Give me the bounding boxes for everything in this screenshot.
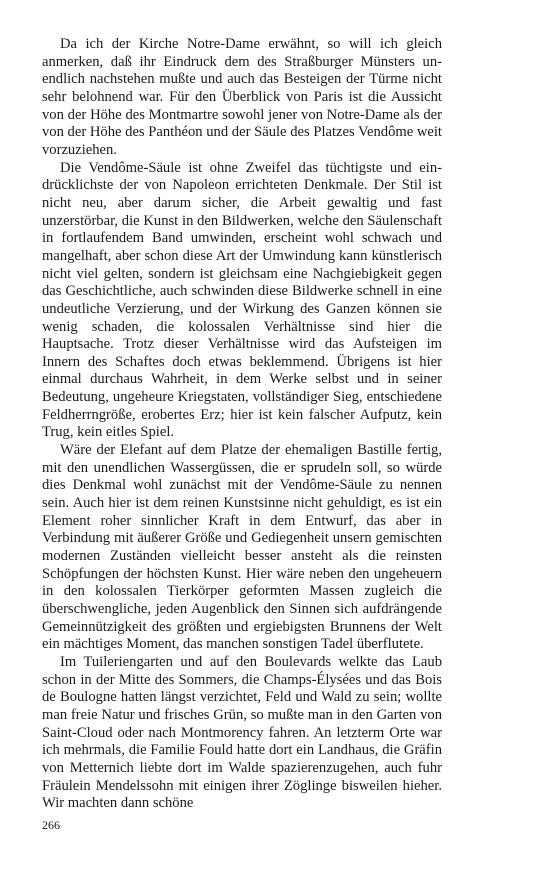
paragraph-tuileries-gardens: Im Tuileriengarten und auf den Boulevards welkte das Laub schon in der Mitte des Sommers, die Champs-Élysées und das Bois de Boulogne hatten längst verzichtet, Feld und Wald zu sein; wollte man freie Natur und frisches Grün, so mußte man in den Garten von Saint-Cloud oder nach Montmorency fahren. An letzterm Orte war ich mehrmals, die Familie Fould hatte dort ein Landhaus, die Gräfin von Metternich liebte dort im Walde spazierenzugehen, auch fuhr Fräulein Mendelssohn mit einigen ihrer Zöglinge bisweilen hieher. Wir machten dann schöne	[42, 653, 442, 812]
paragraph-vendome-column: Die Vendôme-Säule ist ohne Zweifel das tüchtigste und eindrücklichste der von Napoleon errichteten Denkmale. Der Stil ist nicht neu, aber darum sicher, die Arbeit gewaltig und fast unzerstörbar, die Kunst in den Bildwerken, welche den Säulenschaft in fortlaufendem Band umwinden, erscheint wohl schwach und mangelhaft, aber schon diese Art der Umwindung kann künstlerisch nicht viel gelten, sondern ist gleichsam eine Nachgiebigkeit gegen das Geschichtliche, auch schwinden diese Bildwerke schnell in eine undeutliche Verzierung, und der Wirkung des Ganzen können sie wenig schaden, die kolossalen Verhältnisse sind hier die Hauptsache. Trotz dieser Verhältnisse wird das Aufsteigen im Innern des Schaftes doch etwas beklemmend. Übrigens ist hier einmal durchaus Wahrheit, in dem Werke selbst und in seiner Bedeutung, ungeheure Kriegstaten, vollständiger Sieg, entschiedene Feldherrngröße, erobertes Erz; hier ist kein falscher Aufputz, kein Trug, kein eitles Spiel.	[42, 159, 442, 441]
paragraph-bastille-elephant: Wäre der Elefant auf dem Platze der ehemaligen Bastille fertig, mit den unendlichen Wassergüssen, die er sprudeln soll, so würde dies Denkmal wohl zunächst mit der Vendôme-Säule zu nennen sein. Auch hier ist dem reinen Kunstsinne nicht gehuldigt, es ist ein Element roher sinnlicher Kraft in dem Entwurf, das aber in Verbindung mit äußerer Größe und Gediegenheit unsern gemischten modernen Zuständen vielleicht besser ansteht als die reinsten Schöpfungen der höchsten Kunst. Hier wäre neben den ungeheuern in den kolossalen Tierkörper geformten Massen zugleich die überschwengliche, jeden Augenblick den Sinnen sich aufdrängende Gemeinnützigkeit des größten und ergiebigsten Brunnens der Welt ein mächtiges Moment, das manchen sonstigen Tadel überflutete.	[42, 442, 442, 653]
page-number: 266	[42, 818, 60, 832]
paragraph-notre-dame: Da ich der Kirche Notre-Dame erwähnt, so will ich gleich anmerken, daß ihr Eindruck dem des Straßburger Münsters unendlich nachstehen mußte und auch das Besteigen der Türme nicht sehr belohnend war. Für den Überblick von Paris ist die Aussicht von der Höhe des Montmartre sowohl jener von Notre-Dame als der von der Höhe des Panthéon und der Säule des Platzes Vendôme weit vorzuziehen.	[42, 36, 442, 158]
page-body	[42, 36, 442, 813]
